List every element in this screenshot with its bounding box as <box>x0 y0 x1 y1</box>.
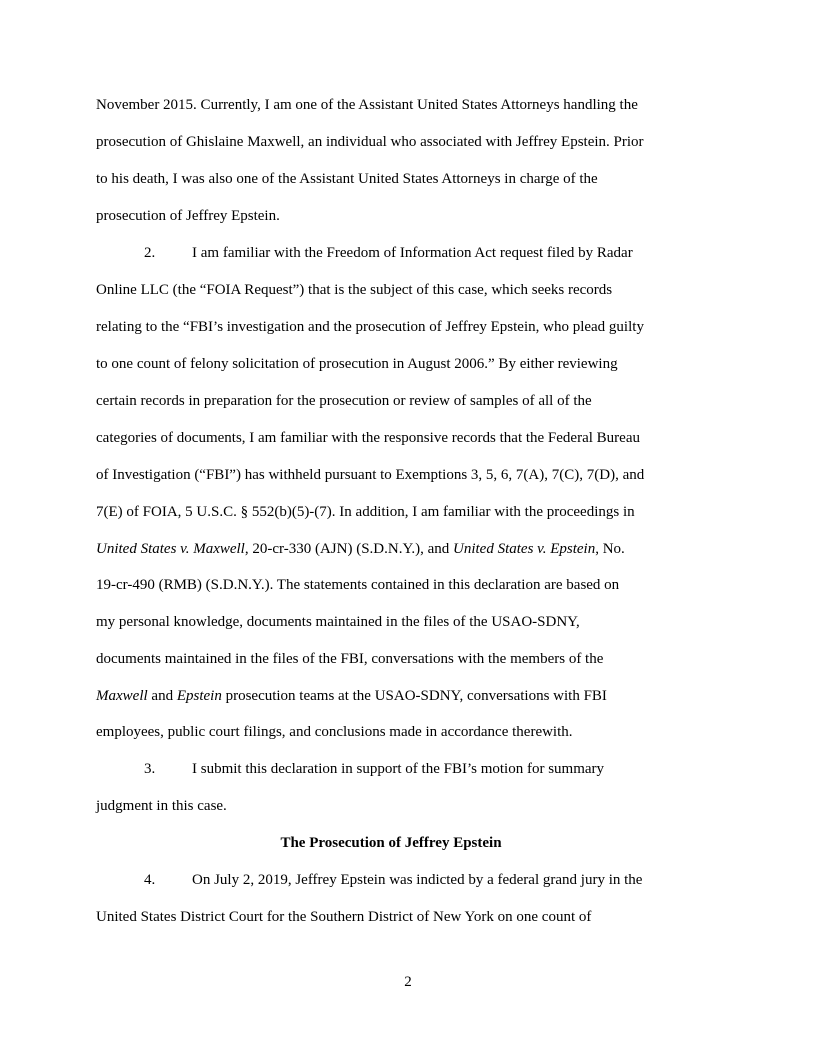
text-span: and <box>147 688 177 704</box>
text-line: judgment in this case. <box>96 798 227 814</box>
section-heading: The Prosecution of Jeffrey Epstein <box>280 835 502 851</box>
text-line: to his death, I was also one of the Assistant United States Attorneys in charge of the <box>96 171 598 187</box>
page-number: 2 <box>404 974 412 990</box>
text-span: , 20-cr-330 (AJN) (S.D.N.Y.), and <box>244 541 453 557</box>
text-line <box>96 686 607 706</box>
text-line: of Investigation (“FBI”) has withheld pursuant to Exemptions 3, 5, 6, 7(A), 7(C), 7(D), and <box>96 467 645 483</box>
case-citation-epstein: United States v. Epstein <box>453 541 596 557</box>
text-line: I am familiar with the Freedom of Information Act request filed by Radar <box>192 245 633 261</box>
text-line <box>96 539 625 559</box>
text-line: categories of documents, I am familiar with the responsive records that the Federal Bureau <box>96 430 640 446</box>
case-citation-maxwell: United States v. Maxwell <box>96 541 245 557</box>
text-span: prosecution teams at the USAO-SDNY, conversations with FBI <box>221 688 607 704</box>
italic-maxwell: Maxwell <box>96 688 148 704</box>
text-line: certain records in preparation for the prosecution or review of samples of all of the <box>96 393 592 409</box>
text-line: 7(E) of FOIA, 5 U.S.C. § 552(b)(5)-(7). In addition, I am familiar with the proceedings in <box>96 504 635 520</box>
text-line: my personal knowledge, documents maintained in the files of the USAO-SDNY, <box>96 614 580 630</box>
text-line: prosecution of Jeffrey Epstein. <box>96 208 280 224</box>
text-span: , No. <box>595 541 625 557</box>
text-line: prosecution of Ghislaine Maxwell, an individual who associated with Jeffrey Epstein. Prior <box>96 134 644 150</box>
text-line: United States District Court for the Southern District of New York on one count of <box>96 909 592 925</box>
text-line: 19-cr-490 (RMB) (S.D.N.Y.). The statements contained in this declaration are based on <box>96 577 620 593</box>
text-line: On July 2, 2019, Jeffrey Epstein was indicted by a federal grand jury in the <box>192 872 643 888</box>
text-line: documents maintained in the files of the FBI, conversations with the members of the <box>96 651 604 667</box>
paragraph-number: 3. <box>144 761 156 777</box>
text-line: November 2015. Currently, I am one of the Assistant United States Attorneys handling the <box>96 97 638 113</box>
text-line: employees, public court filings, and conclusions made in accordance therewith. <box>96 724 573 740</box>
text-line: I submit this declaration in support of the FBI’s motion for summary <box>192 761 605 777</box>
paragraph-number: 2. <box>144 245 156 261</box>
italic-epstein: Epstein <box>176 688 222 704</box>
paragraph-number: 4. <box>144 872 156 888</box>
text-line: Online LLC (the “FOIA Request”) that is the subject of this case, which seeks records <box>96 282 613 298</box>
text-line: to one count of felony solicitation of prosecution in August 2006.” By either reviewing <box>96 356 618 372</box>
text-line: relating to the “FBI’s investigation and the prosecution of Jeffrey Epstein, who plead guilty <box>96 319 644 335</box>
